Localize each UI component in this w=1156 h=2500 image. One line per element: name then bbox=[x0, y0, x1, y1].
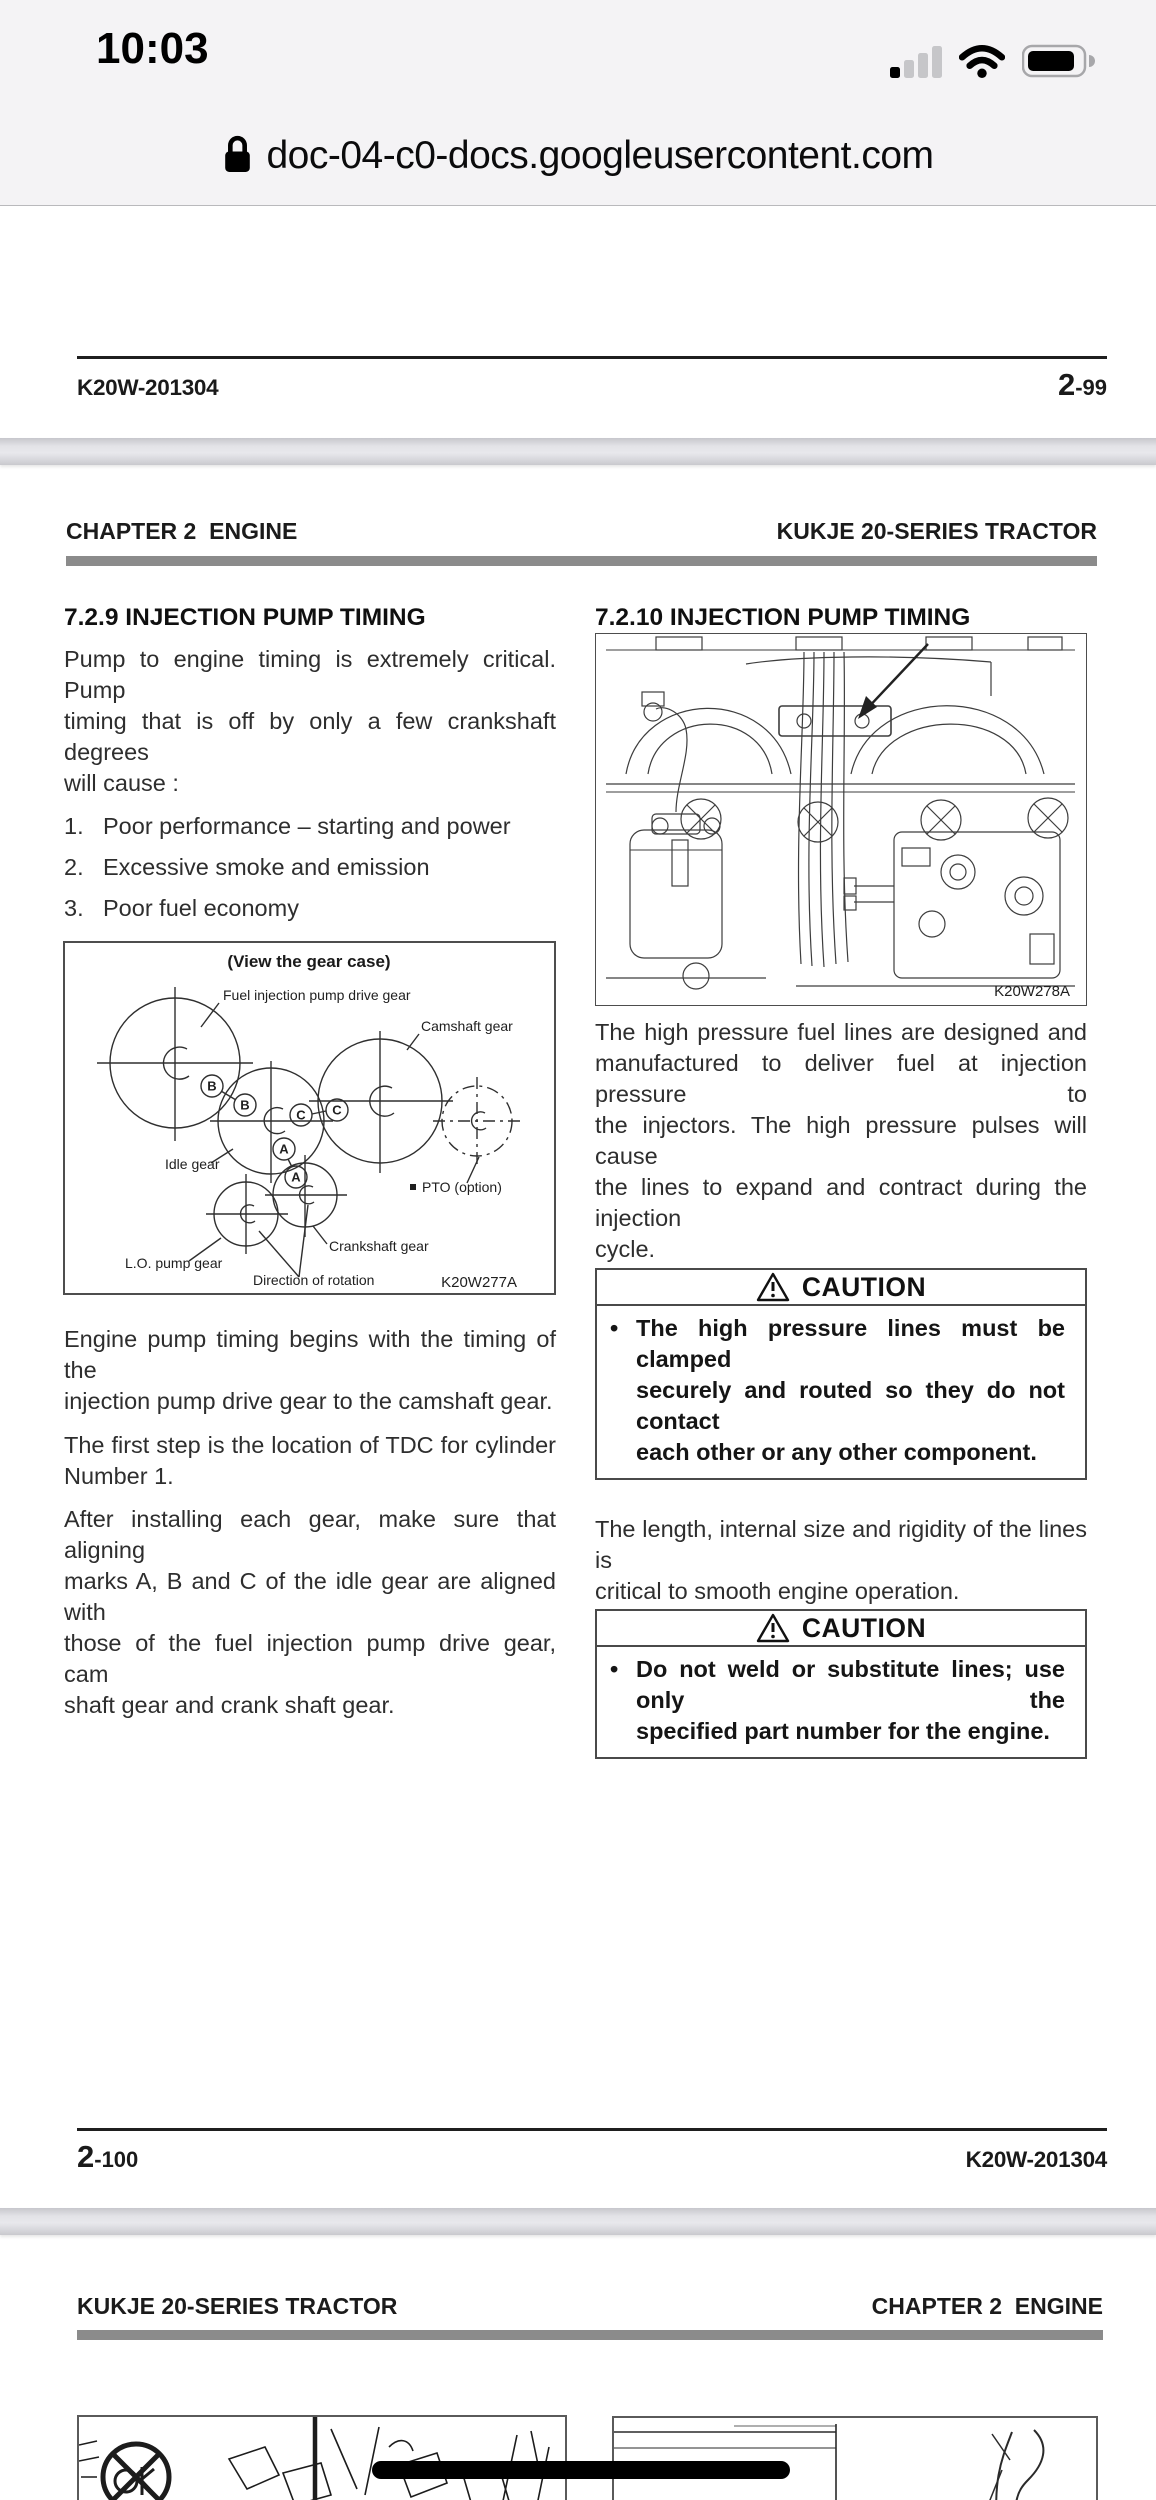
url-bar[interactable] bbox=[0, 126, 1156, 186]
paragraph: The length, internal size and rigidity of the lines is critical to smooth engine operation. bbox=[595, 1516, 1087, 1604]
caution-box-2 bbox=[595, 1609, 1087, 1759]
page1-footer bbox=[77, 367, 1107, 403]
engine-figure-code: K20W278A bbox=[994, 983, 1070, 1000]
url-domain: doc-04-c0-docs.googleusercontent.com bbox=[266, 134, 934, 177]
label-camshaft-gear: Camshaft gear bbox=[421, 1018, 513, 1034]
engine-figure bbox=[595, 633, 1087, 1006]
home-indicator[interactable] bbox=[372, 2461, 790, 2479]
page2-doc-code: K20W-201304 bbox=[965, 2147, 1107, 2172]
label-lo-pump-gear: L.O. pump gear bbox=[125, 1255, 223, 1271]
manual-page-2 bbox=[0, 465, 1156, 2208]
mark-b1: B bbox=[207, 1078, 217, 1094]
right-column bbox=[595, 604, 1087, 1759]
page1-page-number: 2-99 bbox=[1057, 367, 1107, 402]
paragraph: Engine pump timing begins with the timing of the injection pump drive gear to the camshaft gear. bbox=[64, 1326, 556, 1414]
label-fip-gear: Fuel injection pump drive gear bbox=[223, 987, 411, 1003]
section-title-7210: 7.2.10 INJECTION PUMP TIMING bbox=[595, 604, 971, 631]
caution-header bbox=[597, 1611, 1085, 1647]
pto-square-marker bbox=[410, 1184, 416, 1190]
mark-a1: A bbox=[279, 1141, 289, 1157]
section-title-729: 7.2.9 INJECTION PUMP TIMING bbox=[64, 604, 426, 631]
list-item: 2. Excessive smoke and emission bbox=[64, 854, 430, 880]
partial-figure-right bbox=[612, 2416, 1098, 2500]
label-pto: PTO (option) bbox=[422, 1179, 502, 1195]
status-time: 10:03 bbox=[96, 24, 209, 73]
bullet-marker: • bbox=[610, 1315, 619, 1341]
battery-icon bbox=[1022, 44, 1098, 83]
caution-body: • The high pressure lines must be clamped securely and routed so they do not contact each other or any other component. bbox=[597, 1306, 1085, 1478]
cause-list bbox=[64, 811, 556, 924]
page1-footer-rule bbox=[77, 356, 1107, 359]
page3-header-bar bbox=[77, 2330, 1103, 2340]
lock-icon bbox=[222, 133, 253, 179]
page-gap-1 bbox=[0, 438, 1156, 465]
bullet-marker: • bbox=[610, 1656, 619, 1682]
paragraph: After installing each gear, make sure that aligning marks A, B and C of the idle gear are aligned with those of the fuel injection pump drive gear, cam shaft gear and crank shaft gear. bbox=[64, 1506, 556, 1718]
warning-triangle-icon bbox=[756, 1272, 790, 1302]
browser-top-bar bbox=[0, 0, 1156, 206]
left-column bbox=[64, 604, 556, 1721]
warning-triangle-icon bbox=[756, 1613, 790, 1643]
clamp-pointer-arrow bbox=[864, 644, 928, 712]
caution-title: CAUTION bbox=[801, 1271, 927, 1302]
paragraph: The first step is the location of TDC for cylinder Number 1. bbox=[64, 1432, 556, 1489]
mark-b2: B bbox=[240, 1097, 250, 1113]
paragraph: The high pressure fuel lines are designed and manufactured to deliver fuel at injection pressure to the injectors. The high pressure pulses will cause the lines to expand and contract during the injection cycle. bbox=[595, 1019, 1087, 1262]
page2-footer-rule bbox=[77, 2128, 1107, 2131]
intro-paragraph: Pump to engine timing is extremely critical. Pump timing that is off by only a few crankshaft degrees will cause : bbox=[64, 646, 556, 796]
caution-title: CAUTION bbox=[801, 1612, 927, 1643]
cellular-signal-icon bbox=[890, 44, 942, 83]
mark-c1: C bbox=[296, 1107, 306, 1123]
label-idle-gear: Idle gear bbox=[165, 1156, 220, 1172]
page3-header-left: KUKJE 20-SERIES TRACTOR bbox=[77, 2293, 398, 2319]
mark-a2: A bbox=[291, 1169, 301, 1185]
label-crankshaft-gear: Crankshaft gear bbox=[329, 1238, 429, 1254]
gear-case-figure bbox=[63, 941, 556, 1295]
page2-header-bar bbox=[66, 556, 1097, 566]
page2-header-left: CHAPTER 2 ENGINE bbox=[66, 518, 298, 544]
caution-header bbox=[597, 1270, 1085, 1306]
caution-body: • Do not weld or substitute lines; use only the specified part number for the engine. bbox=[597, 1647, 1085, 1757]
mark-c2: C bbox=[332, 1102, 342, 1118]
gear-figure-code: K20W277A bbox=[441, 1274, 517, 1291]
page2-header-right: KUKJE 20-SERIES TRACTOR bbox=[776, 518, 1097, 544]
page-gap-2 bbox=[0, 2208, 1156, 2235]
caution-box-1 bbox=[595, 1268, 1087, 1480]
page2-page-number: 2-100 bbox=[77, 2139, 139, 2174]
wifi-icon bbox=[959, 44, 1005, 83]
page2-footer bbox=[77, 2139, 1107, 2175]
list-item: 1. Poor performance – starting and power bbox=[64, 813, 511, 839]
list-item: 3. Poor fuel economy bbox=[64, 895, 299, 921]
partial-figure-left bbox=[77, 2415, 567, 2500]
status-icons bbox=[890, 44, 1098, 83]
page3-header-right: CHAPTER 2 ENGINE bbox=[871, 2293, 1103, 2319]
label-direction-of-rotation: Direction of rotation bbox=[253, 1272, 375, 1288]
page1-doc-code: K20W-201304 bbox=[77, 375, 219, 400]
gear-figure-title: (View the gear case) bbox=[227, 952, 391, 971]
